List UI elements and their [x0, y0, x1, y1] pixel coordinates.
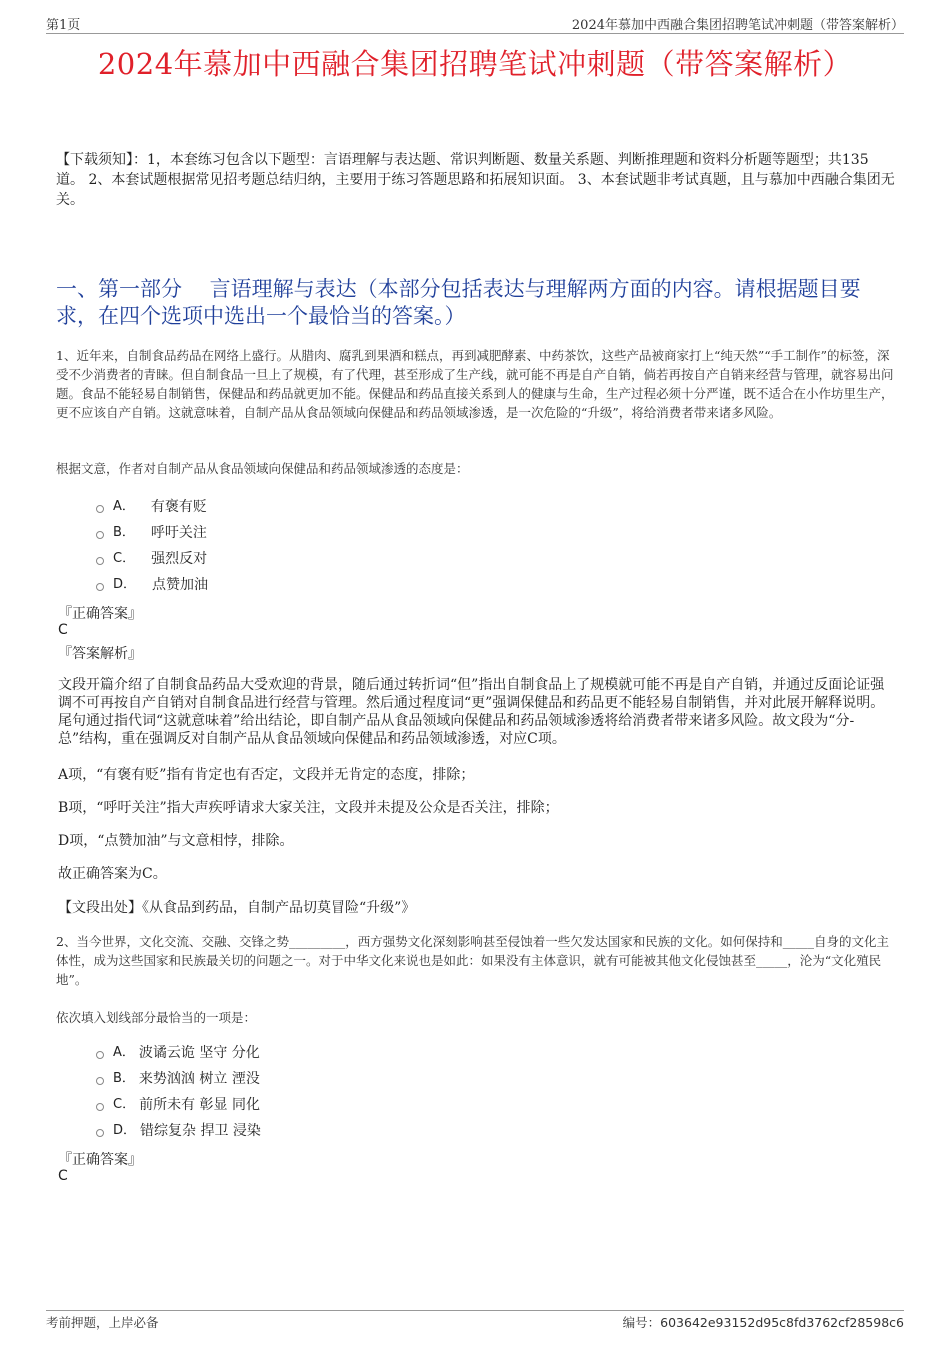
radio-icon[interactable] — [96, 1103, 104, 1111]
q1-source: 【文段出处】《从食品到药品，自制产品切莫冒险“升级”》 — [58, 900, 416, 916]
radio-icon[interactable] — [96, 583, 104, 591]
question-2-text: 2、当今世界，文化交流、交融、交锋之势_________，西方强势文化深刻影响甚至侵蚀着一些欠发达国家和民族的文化。如何保持和_____自身的文化主体性，成为这些国家和民族最关切的问题之一。对于中华文化来说也是如此：如果没有主体意识，就有可能被其他文化侵蚀甚至_____，沦为“文化殖民地”。 — [56, 934, 889, 987]
radio-icon[interactable] — [96, 1051, 104, 1059]
q1-analysis-label: 『答案解析』 — [58, 646, 142, 662]
option-letter: C． — [113, 551, 136, 566]
radio-icon[interactable] — [96, 505, 104, 513]
q1-option-d[interactable] — [96, 575, 208, 595]
q1-analysis: 文段开篇介绍了自制食品药品大受欢迎的背景，随后通过转折词“但”指出自制食品上了规模就可能不再是自产自销，并通过反面论证强调不可再按自产自销对自制食品进行经营与管理。然后通过程度词“更”强调保健品和药品更不能轻易自制销售，并对此展开解释说明。尾句通过指代词“这就意味着”给出结论，即自制产品从食品领域向保健品和药品领域渗透将给消费者带来诸多风险。故文段为“分-总”结构，重在强调反对自制产品从食品领域向保健品和药品领域渗透，对应C项。 — [58, 677, 885, 747]
footer-slogan: 考前押题，上岸必备 — [46, 1315, 159, 1330]
radio-icon[interactable] — [96, 1077, 104, 1085]
option-text: 有褒有贬 — [150, 499, 207, 515]
option-text: 波谲云诡 坚守 分化 — [138, 1045, 260, 1061]
option-letter: C． — [113, 1097, 136, 1112]
download-notice: 【下载须知】：1，本套练习包含以下题型：言语理解与表达题、常识判断题、数量关系题、判断推理题和资料分析题等题型；共135道。 2、本套试题根据常见招考题总结归纳，主要用于练习答题思路和拓展知识面。 3、本套试题非考试真题，且与慕加中西融合集团无关。 — [56, 152, 895, 208]
option-letter: B． — [113, 525, 135, 540]
radio-icon[interactable] — [96, 557, 104, 565]
radio-icon[interactable] — [96, 1129, 104, 1137]
option-letter: D． — [113, 577, 137, 592]
option-text: 点赞加油 — [152, 577, 209, 593]
question-1-prompt: 根据文意，作者对自制产品从食品领域向保健品和药品领域渗透的态度是： — [56, 461, 469, 476]
option-text: 错综复杂 捍卫 浸染 — [140, 1123, 261, 1139]
section-heading: 一、第一部分 言语理解与表达（本部分包括表达与理解两方面的内容。请根据题目要求，在四个选项中选出一个最恰当的答案。） — [56, 277, 861, 328]
q1-explain-a: A项，“有褒有贬”指有肯定也有否定，文段并无肯定的态度，排除； — [58, 767, 475, 783]
footer-code — [623, 1313, 904, 1331]
q2-option-a[interactable] — [96, 1043, 260, 1063]
footer-code-label: 编号： — [622, 1315, 661, 1330]
option-text: 呼吁关注 — [150, 525, 207, 541]
question-2-prompt: 依次填入划线部分最恰当的一项是： — [56, 1010, 257, 1025]
q2-answer: C — [58, 1168, 68, 1184]
q1-explain-b: B项，“呼吁关注”指大声疾呼请求大家关注，文段并未提及公众是否关注，排除； — [58, 800, 559, 816]
q1-option-b[interactable] — [96, 523, 207, 543]
q1-explain-d: D项，“点赞加油”与文意相悖，排除。 — [58, 833, 294, 849]
option-letter: B． — [113, 1071, 135, 1086]
q2-answer-label: 『正确答案』 — [58, 1152, 142, 1168]
footer-code-value: 603642e93152d95c8fd3762cf28598c6 — [660, 1315, 904, 1330]
option-text: 强烈反对 — [151, 551, 208, 567]
option-text: 来势汹汹 树立 湮没 — [138, 1071, 260, 1087]
option-letter: A． — [113, 499, 135, 514]
q2-option-c[interactable] — [96, 1095, 260, 1115]
q2-option-b[interactable] — [96, 1069, 260, 1089]
q1-conclusion: 故正确答案为C。 — [58, 866, 167, 882]
q1-option-a[interactable] — [96, 497, 207, 517]
option-text: 前所未有 彰显 同化 — [139, 1097, 260, 1113]
q1-option-c[interactable] — [96, 549, 207, 569]
header-divider — [46, 33, 904, 34]
q1-answer: C — [58, 622, 68, 638]
footer-divider — [46, 1310, 904, 1311]
radio-icon[interactable] — [96, 531, 104, 539]
page-number: 第1页 — [46, 18, 81, 33]
question-1-text: 1、近年来，自制食品药品在网络上盛行。从腊肉、腐乳到果酒和糕点，再到减肥酵素、中药茶饮，这些产品被商家打上“纯天然”“手工制作”的标签，深受不少消费者的青睐。但自制食品一旦上了规模，有了代理，甚至形成了生产线，就可能不再是自产自销，倘若再按自产自销来经营与管理，就容易出问题。食品不能轻易自制销售，保健品和药品就更加不能。保健品和药品直接关系到人的健康与生命，生产过程必须十分严谨，既不适合在小作坊里生产，更不应该自产自销。这就意味着，自制产品从食品领域向保健品和药品领域渗透，是一次危险的“升级”，将给消费者带来诸多风险。 — [56, 348, 894, 420]
q1-answer-label: 『正确答案』 — [58, 606, 142, 622]
q2-option-d[interactable] — [96, 1121, 261, 1141]
header-doc-title: 2024年慕加中西融合集团招聘笔试冲刺题（带答案解析） — [571, 18, 904, 33]
page-title: 2024年慕加中西融合集团招聘笔试冲刺题（带答案解析） — [97, 47, 853, 81]
option-letter: A． — [113, 1045, 135, 1060]
option-letter: D． — [113, 1123, 137, 1138]
